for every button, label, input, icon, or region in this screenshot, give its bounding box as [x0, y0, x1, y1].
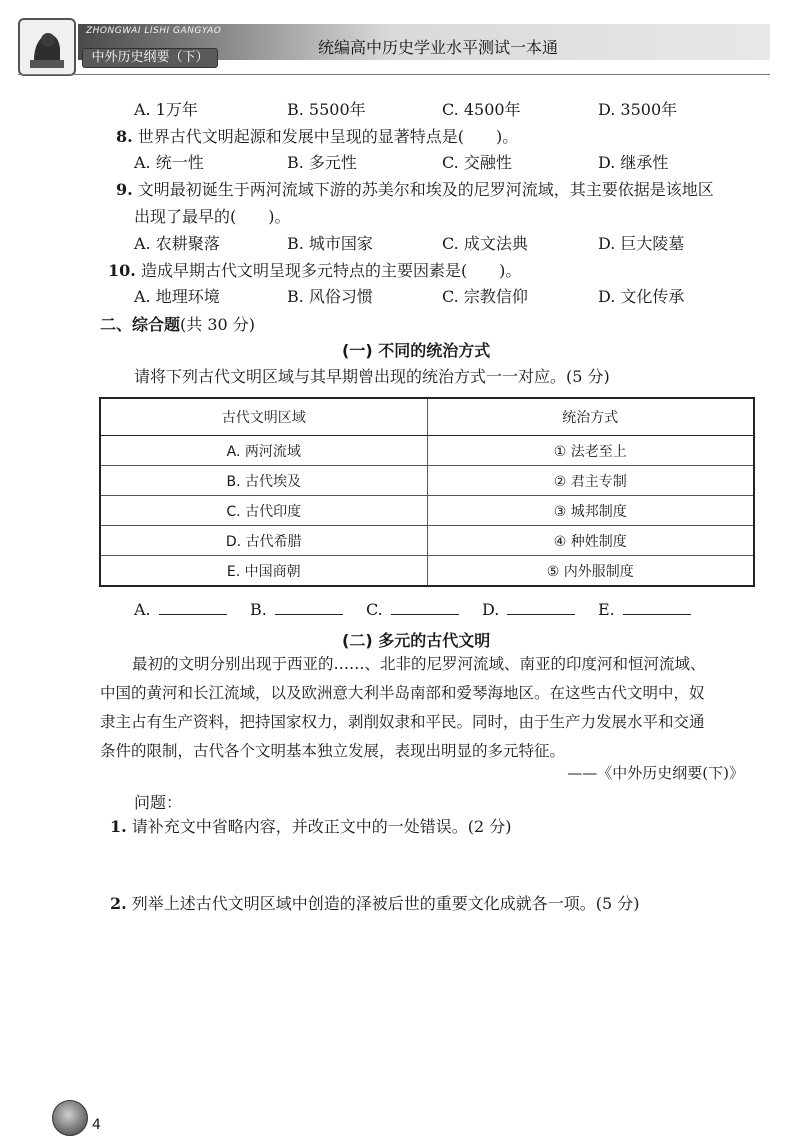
q10-option-d: D. 文化传承: [598, 287, 685, 306]
header-pinyin: ZHONGWAI LISHI GANGYAO: [86, 26, 222, 36]
door-knocker-icon: [52, 1100, 88, 1136]
blank-label: E.: [598, 600, 615, 619]
passage-source: ——《中外历史纲要(下)》: [567, 764, 744, 782]
q7-option-a: A. 1万年: [134, 100, 198, 119]
q9-option-c: C. 成文法典: [442, 234, 528, 253]
answer-blank-b[interactable]: [250, 600, 343, 619]
header-divider: [18, 74, 770, 75]
question-10: [108, 258, 521, 281]
question-text: 造成早期古代文明呈现多元特点的主要因素是( )。: [140, 261, 522, 280]
page-number: 4: [92, 1117, 101, 1133]
table-cell-region: D. 古代希腊: [100, 526, 427, 556]
q7-option-c: C. 4500年: [442, 100, 521, 119]
q7-option-d: D. 3500年: [598, 100, 678, 119]
q8-option-d: D. 继承性: [598, 153, 669, 172]
question-9: [116, 177, 714, 200]
blank-line: [507, 600, 575, 615]
q8-option-c: C. 交融性: [442, 153, 512, 172]
series-label: 中外历史纲要（下）: [82, 48, 218, 68]
table-cell-region: C. 古代印度: [100, 496, 427, 526]
blank-line: [275, 600, 343, 615]
table-cell-region: B. 古代埃及: [100, 466, 427, 496]
q10-option-a: A. 地理环境: [134, 287, 220, 306]
section-2-title: (二) 多元的古代文明: [342, 631, 491, 650]
q9-option-d: D. 巨大陵墓: [598, 234, 685, 253]
question-text: 文明最初诞生于两河流域下游的苏美尔和埃及的尼罗河流域，其主要依据是该地区: [137, 180, 714, 199]
question-number: 8.: [116, 127, 133, 146]
passage-line: 最初的文明分别出现于西亚的……、北非的尼罗河流域、南亚的印度河和恒河流域、: [132, 655, 706, 673]
table-cell-rule: ② 君主专制: [427, 466, 754, 496]
blank-line: [159, 600, 227, 615]
column-header-region: 古代文明区域: [100, 398, 427, 436]
q8-option-a: A. 统一性: [134, 153, 204, 172]
blank-label: D.: [482, 600, 500, 619]
answer-blank-e[interactable]: [598, 600, 691, 619]
passage-line: 条件的限制，古代各个文明基本独立发展，表现出明显的多元特征。: [100, 742, 566, 760]
question-8: [116, 124, 518, 147]
blank-line: [391, 600, 459, 615]
lion-statue-icon: [20, 20, 74, 74]
section-1-instruction: 请将下列古代文明区域与其早期曾出现的统治方式一一对应。(5 分): [134, 367, 610, 386]
part-2-label: 二、综合题: [100, 315, 181, 334]
passage-line: 隶主占有生产资料，把持国家权力，剥削奴隶和平民。同时，由于生产力发展水平和交通: [100, 713, 705, 731]
question-text: 请补充文中省略内容，并改正文中的一处错误。(2 分): [131, 817, 512, 836]
table-cell-region: A. 两河流域: [100, 436, 427, 466]
table-cell-rule: ① 法老至上: [427, 436, 754, 466]
part-2-heading: [100, 312, 255, 335]
table-cell-rule: ③ 城邦制度: [427, 496, 754, 526]
answer-blank-c[interactable]: [366, 600, 459, 619]
question-number: 2.: [110, 894, 127, 913]
question-text: 世界古代文明起源和发展中呈现的显著特点是( )。: [137, 127, 519, 146]
lion-statue-logo: [18, 18, 76, 76]
section-1-title: (一) 不同的统治方式: [342, 341, 491, 360]
matching-table: [99, 397, 755, 587]
blank-line: [623, 600, 691, 615]
part-2-points: (共 30 分): [180, 315, 256, 334]
section-2-passage: [100, 650, 760, 766]
table-row: [100, 526, 754, 556]
subquestion-2: [110, 891, 640, 914]
table-cell-rule: ④ 种姓制度: [427, 526, 754, 556]
table-header-row: [100, 398, 754, 436]
subquestion-1: [110, 814, 512, 837]
blank-label: A.: [134, 600, 151, 619]
table-row: [100, 466, 754, 496]
passage-line: 中国的黄河和长江流域，以及欧洲意大利半岛南部和爱琴海地区。在这些古代文明中，奴: [100, 684, 705, 702]
table-cell-region: E. 中国商朝: [100, 556, 427, 587]
q10-option-b: B. 风俗习惯: [287, 287, 373, 306]
table-row: [100, 496, 754, 526]
table-row: [100, 556, 754, 587]
question-number: 10.: [108, 261, 136, 280]
column-header-rule: 统治方式: [427, 398, 754, 436]
question-text: 列举上述古代文明区域中创造的泽被后世的重要文化成就各一项。(5 分): [131, 894, 640, 913]
blank-label: C.: [366, 600, 383, 619]
q7-option-b: B. 5500年: [287, 100, 366, 119]
questions-label: 问题：: [134, 793, 183, 812]
question-number: 1.: [110, 817, 127, 836]
q9-option-b: B. 城市国家: [287, 234, 373, 253]
q9-option-a: A. 农耕聚落: [134, 234, 220, 253]
q8-option-b: B. 多元性: [287, 153, 357, 172]
q10-option-c: C. 宗教信仰: [442, 287, 528, 306]
book-title: 统编高中历史学业水平测试一本通: [318, 38, 559, 57]
table-cell-rule: ⑤ 内外服制度: [427, 556, 754, 587]
answer-blank-d[interactable]: [482, 600, 575, 619]
question-9-continued: 出现了最早的( )。: [134, 207, 291, 226]
blank-label: B.: [250, 600, 267, 619]
question-number: 9.: [116, 180, 133, 199]
table-row: [100, 436, 754, 466]
page-header: [0, 0, 790, 80]
answer-blank-a[interactable]: [134, 600, 227, 619]
